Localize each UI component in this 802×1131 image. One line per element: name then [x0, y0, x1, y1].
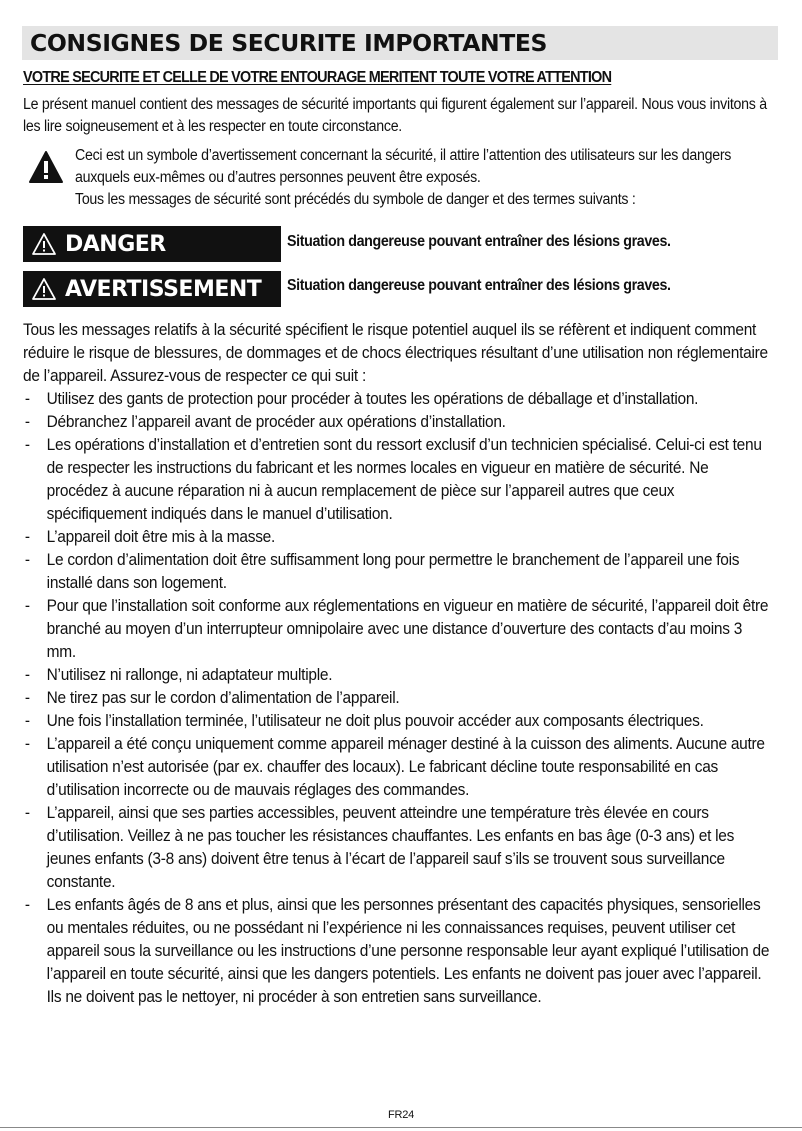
- footer-divider: [0, 1127, 802, 1128]
- list-item: - Ne tirez pas sur le cordon d’alimentation de l’appareil.: [23, 686, 774, 709]
- intro-paragraph: Le présent manuel contient des messages de sécurité importants qui figurent également sur l’appareil. Nous vous invitons à les lire soigneusement et à les respecter en toute circonstance.: [23, 96, 767, 135]
- list-item: - L’appareil doit être mis à la masse.: [23, 525, 774, 548]
- list-item: - Pour que l’installation soit conforme aux réglementations en vigueur en matière de sécurité, l’appareil doit être branché au moyen d’un interrupteur omnipolaire avec une distance d’ouverture des contacts d’au moins 3 mm.: [23, 594, 774, 663]
- safety-instructions-list: [23, 387, 774, 1008]
- list-item: - L’appareil, ainsi que ses parties accessibles, peuvent atteindre une température très élevée en cours d’utilisation. Veillez à ne pas toucher les résistances chauffantes. Les enfants en bas âge (0-3 ans) et les jeunes enfants (3-8 ans) doivent être tenus à l’écart de l’appareil sauf s’ils se trouvent sous surveillance constante.: [23, 801, 774, 893]
- page-title: CONSIGNES DE SECURITE IMPORTANTES: [30, 29, 548, 57]
- warning-description: Situation dangereuse pouvant entraîner des lésions graves.: [287, 277, 671, 294]
- list-item: - Utilisez des gants de protection pour procéder à toutes les opérations de déballage et d’installation.: [23, 387, 774, 410]
- safety-intro-paragraph: Tous les messages relatifs à la sécurité spécifient le risque potentiel auquel ils se réfèrent et indiquent comment réduire le risque de blessures, de dommages et de chocs électriques résultant d’une utilisation non réglementaire de l’appareil. Assurez-vous de respecter ce qui suit :: [23, 320, 768, 385]
- list-item: - Les enfants âgés de 8 ans et plus, ainsi que les personnes présentant des capacités physiques, sensorielles ou mentales réduites, ou ne possédant ni l’expérience ni les connaissances requises, peuvent utiliser cet appareil sous la surveillance ou les instructions d’une personne responsable leur ayant expliqué l’utilisation de l’appareil en toute sécurité, ainsi que les dangers potentiels. Les enfants ne doivent pas jouer avec l’appareil. Ils ne doivent pas le nettoyer, ni procéder à son entretien sans surveillance.: [23, 893, 774, 1008]
- warning-outline-icon: [31, 232, 57, 256]
- symbol-notice: [75, 145, 752, 211]
- danger-description: Situation dangereuse pouvant entraîner des lésions graves.: [287, 233, 671, 250]
- warning-triangle-icon: [28, 150, 64, 184]
- list-item: - Les opérations d’installation et d’entretien sont du ressort exclusif d’un technicien spécialisé. Celui-ci est tenu de respecter les instructions du fabricant et les normes locales en vigueur en matière de sécurité. Ne procédez à aucune réparation ni à aucun remplacement de pièce sur l’appareil autres que ceux spécifiquement indiqués dans le manuel d’utilisation.: [23, 433, 774, 525]
- danger-label: [23, 226, 281, 262]
- list-item: - Le cordon d’alimentation doit être suffisamment long pour permettre le branchement de l’appareil une fois installé dans son logement.: [23, 548, 774, 594]
- danger-label-text: DANGER: [65, 231, 166, 257]
- list-item: - Une fois l’installation terminée, l’utilisateur ne doit plus pouvoir accéder aux composants électriques.: [23, 709, 774, 732]
- list-item: - N’utilisez ni rallonge, ni adaptateur multiple.: [23, 663, 774, 686]
- warning-label-text: AVERTISSEMENT: [65, 276, 262, 302]
- page-number: FR24: [387, 1109, 415, 1121]
- warning-label: [23, 271, 281, 307]
- symbol-notice-line-1: Ceci est un symbole d’avertissement concernant la sécurité, il attire l’attention des utilisateurs sur les dangers auxquels eux-mêmes ou d’autres personnes peuvent être exposés.: [75, 147, 732, 186]
- list-item: - L’appareil a été conçu uniquement comme appareil ménager destiné à la cuisson des aliments. Aucune autre utilisation n’est autorisée (par ex. chauffer des locaux). Le fabricant décline toute responsabilité en cas d’utilisation incorrecte ou de mauvais réglages des commandes.: [23, 732, 774, 801]
- warning-outline-icon: [31, 277, 57, 301]
- section-subtitle: VOTRE SECURITE ET CELLE DE VOTRE ENTOURAGE MERITENT TOUTE VOTRE ATTENTION: [23, 69, 612, 86]
- section-title-bar: [22, 26, 778, 60]
- list-item: - Débranchez l’appareil avant de procéder aux opérations d’installation.: [23, 410, 774, 433]
- symbol-notice-line-2: Tous les messages de sécurité sont précédés du symbole de danger et des termes suivants :: [75, 191, 636, 208]
